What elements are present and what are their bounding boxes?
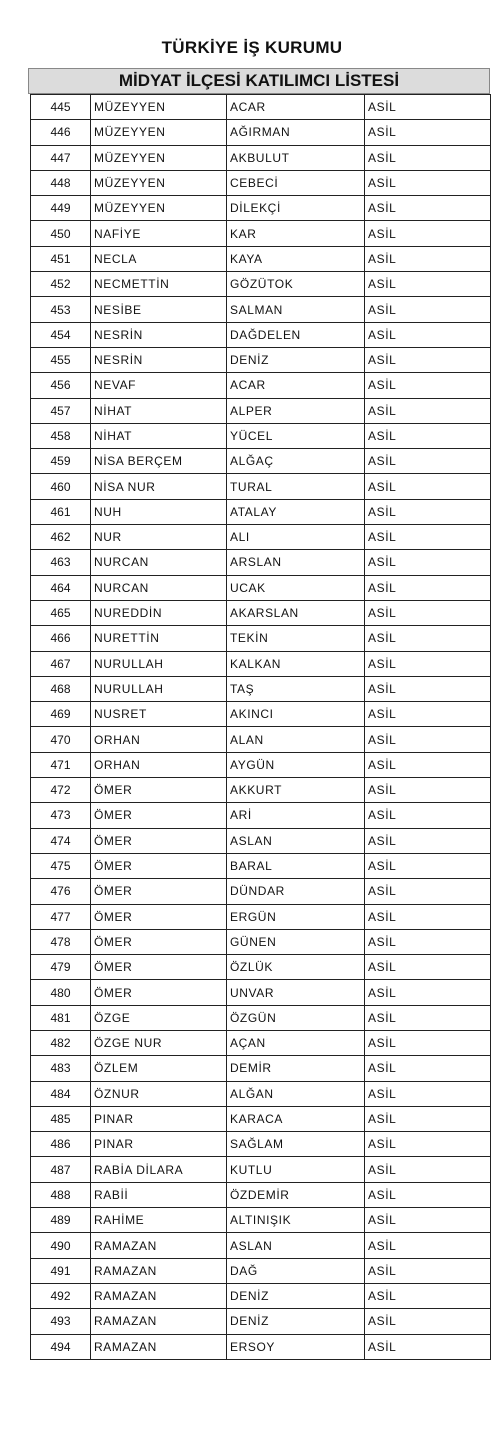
last-name-cell: ASLAN <box>227 828 365 853</box>
status-cell: ASİL <box>365 828 491 853</box>
table-row <box>31 676 491 701</box>
first-name-cell: NESİBE <box>91 297 227 322</box>
last-name-cell: ACAR <box>227 95 365 120</box>
first-name-cell: RAMAZAN <box>91 1309 227 1334</box>
table-row <box>31 980 491 1005</box>
status-cell: ASİL <box>365 1182 491 1207</box>
table-row <box>31 1056 491 1081</box>
table-row <box>31 1182 491 1207</box>
status-cell: ASİL <box>365 322 491 347</box>
status-cell: ASİL <box>365 297 491 322</box>
table-row <box>31 752 491 777</box>
status-cell: ASİL <box>365 929 491 954</box>
table-row <box>31 1081 491 1106</box>
first-name-cell: ÖZLEM <box>91 1056 227 1081</box>
status-cell: ASİL <box>365 221 491 246</box>
first-name-cell: RAMAZAN <box>91 1233 227 1258</box>
row-number: 484 <box>31 1081 91 1106</box>
table-row <box>31 828 491 853</box>
status-cell: ASİL <box>365 423 491 448</box>
row-number: 494 <box>31 1334 91 1359</box>
first-name-cell: PINAR <box>91 1106 227 1131</box>
first-name-cell: NESRİN <box>91 322 227 347</box>
table-row <box>31 879 491 904</box>
row-number: 468 <box>31 676 91 701</box>
row-number: 472 <box>31 778 91 803</box>
table-row <box>31 702 491 727</box>
last-name-cell: AYGÜN <box>227 752 365 777</box>
first-name-cell: ÖMER <box>91 803 227 828</box>
status-cell: ASİL <box>365 145 491 170</box>
table-row <box>31 1132 491 1157</box>
row-number: 454 <box>31 322 91 347</box>
table-row <box>31 1283 491 1308</box>
last-name-cell: BARAL <box>227 853 365 878</box>
table-row <box>31 955 491 980</box>
first-name-cell: NURULLAH <box>91 651 227 676</box>
first-name-cell: RAMAZAN <box>91 1334 227 1359</box>
status-cell: ASİL <box>365 904 491 929</box>
status-cell: ASİL <box>365 1334 491 1359</box>
status-cell: ASİL <box>365 1056 491 1081</box>
last-name-cell: ASLAN <box>227 1233 365 1258</box>
last-name-cell: AĞIRMAN <box>227 120 365 145</box>
last-name-cell: ERSOY <box>227 1334 365 1359</box>
row-number: 458 <box>31 423 91 448</box>
row-number: 488 <box>31 1182 91 1207</box>
first-name-cell: NUREDDİN <box>91 600 227 625</box>
status-cell: ASİL <box>365 727 491 752</box>
table-row <box>31 95 491 120</box>
status-cell: ASİL <box>365 1309 491 1334</box>
row-number: 462 <box>31 525 91 550</box>
last-name-cell: KUTLU <box>227 1157 365 1182</box>
table-row <box>31 600 491 625</box>
first-name-cell: ÖMER <box>91 828 227 853</box>
row-number: 448 <box>31 170 91 195</box>
status-cell: ASİL <box>365 676 491 701</box>
first-name-cell: NURULLAH <box>91 676 227 701</box>
row-number: 478 <box>31 929 91 954</box>
row-number: 451 <box>31 246 91 271</box>
last-name-cell: UNVAR <box>227 980 365 1005</box>
first-name-cell: NİSA NUR <box>91 474 227 499</box>
status-cell: ASİL <box>365 778 491 803</box>
participant-table-body <box>31 95 491 1360</box>
first-name-cell: NUSRET <box>91 702 227 727</box>
first-name-cell: ÖMER <box>91 853 227 878</box>
status-cell: ASİL <box>365 95 491 120</box>
row-number: 466 <box>31 626 91 651</box>
table-row <box>31 423 491 448</box>
table-row <box>31 778 491 803</box>
first-name-cell: ÖZGE NUR <box>91 1030 227 1055</box>
first-name-cell: ÖMER <box>91 904 227 929</box>
status-cell: ASİL <box>365 499 491 524</box>
first-name-cell: NURCAN <box>91 575 227 600</box>
first-name-cell: RABİİ <box>91 1182 227 1207</box>
table-row <box>31 651 491 676</box>
row-number: 469 <box>31 702 91 727</box>
first-name-cell: NUH <box>91 499 227 524</box>
status-cell: ASİL <box>365 1157 491 1182</box>
status-cell: ASİL <box>365 1233 491 1258</box>
status-cell: ASİL <box>365 1208 491 1233</box>
last-name-cell: ALTINIŞIK <box>227 1208 365 1233</box>
row-number: 492 <box>31 1283 91 1308</box>
first-name-cell: RAMAZAN <box>91 1258 227 1283</box>
row-number: 449 <box>31 196 91 221</box>
table-row <box>31 449 491 474</box>
table-row <box>31 727 491 752</box>
first-name-cell: MÜZEYYEN <box>91 145 227 170</box>
row-number: 481 <box>31 1005 91 1030</box>
status-cell: ASİL <box>365 980 491 1005</box>
table-row <box>31 525 491 550</box>
first-name-cell: ÖMER <box>91 879 227 904</box>
row-number: 477 <box>31 904 91 929</box>
table-row <box>31 1334 491 1359</box>
first-name-cell: NAFİYE <box>91 221 227 246</box>
table-row <box>31 145 491 170</box>
row-number: 473 <box>31 803 91 828</box>
row-number: 452 <box>31 272 91 297</box>
row-number: 474 <box>31 828 91 853</box>
first-name-cell: RAMAZAN <box>91 1283 227 1308</box>
row-number: 490 <box>31 1233 91 1258</box>
status-cell: ASİL <box>365 803 491 828</box>
last-name-cell: GÖZÜTOK <box>227 272 365 297</box>
table-row <box>31 499 491 524</box>
first-name-cell: MÜZEYYEN <box>91 120 227 145</box>
first-name-cell: ORHAN <box>91 727 227 752</box>
first-name-cell: NURETTİN <box>91 626 227 651</box>
last-name-cell: DAĞ <box>227 1258 365 1283</box>
row-number: 445 <box>31 95 91 120</box>
first-name-cell: MÜZEYYEN <box>91 196 227 221</box>
row-number: 485 <box>31 1106 91 1131</box>
last-name-cell: ÖZGÜN <box>227 1005 365 1030</box>
first-name-cell: RABİA DİLARA <box>91 1157 227 1182</box>
row-number: 491 <box>31 1258 91 1283</box>
row-number: 493 <box>31 1309 91 1334</box>
table-row <box>31 272 491 297</box>
last-name-cell: AKKURT <box>227 778 365 803</box>
table-row <box>31 1106 491 1131</box>
status-cell: ASİL <box>365 626 491 651</box>
last-name-cell: DAĞDELEN <box>227 322 365 347</box>
row-number: 461 <box>31 499 91 524</box>
table-row <box>31 398 491 423</box>
row-number: 475 <box>31 853 91 878</box>
status-cell: ASİL <box>365 651 491 676</box>
last-name-cell: ATALAY <box>227 499 365 524</box>
row-number: 457 <box>31 398 91 423</box>
last-name-cell: ÖZDEMİR <box>227 1182 365 1207</box>
row-number: 482 <box>31 1030 91 1055</box>
status-cell: ASİL <box>365 246 491 271</box>
last-name-cell: YÜCEL <box>227 423 365 448</box>
table-row <box>31 246 491 271</box>
last-name-cell: ALAN <box>227 727 365 752</box>
first-name-cell: ÖZGE <box>91 1005 227 1030</box>
first-name-cell: PINAR <box>91 1132 227 1157</box>
status-cell: ASİL <box>365 1258 491 1283</box>
first-name-cell: NESRİN <box>91 347 227 372</box>
table-row <box>31 626 491 651</box>
last-name-cell: DEMİR <box>227 1056 365 1081</box>
last-name-cell: DENİZ <box>227 1283 365 1308</box>
table-row <box>31 853 491 878</box>
row-number: 456 <box>31 373 91 398</box>
last-name-cell: AKARSLAN <box>227 600 365 625</box>
row-number: 455 <box>31 347 91 372</box>
first-name-cell: MÜZEYYEN <box>91 170 227 195</box>
status-cell: ASİL <box>365 120 491 145</box>
status-cell: ASİL <box>365 347 491 372</box>
row-number: 476 <box>31 879 91 904</box>
status-cell: ASİL <box>365 1132 491 1157</box>
last-name-cell: ACAR <box>227 373 365 398</box>
first-name-cell: ÖZNUR <box>91 1081 227 1106</box>
last-name-cell: ERGÜN <box>227 904 365 929</box>
last-name-cell: TEKİN <box>227 626 365 651</box>
last-name-cell: GÜNEN <box>227 929 365 954</box>
table-row <box>31 373 491 398</box>
last-name-cell: AKINCI <box>227 702 365 727</box>
first-name-cell: NURCAN <box>91 550 227 575</box>
table-row <box>31 1258 491 1283</box>
status-cell: ASİL <box>365 1005 491 1030</box>
last-name-cell: DİLEKÇİ <box>227 196 365 221</box>
list-title: MİDYAT İLÇESİ KATILIMCI LİSTESİ <box>28 68 490 94</box>
status-cell: ASİL <box>365 474 491 499</box>
status-cell: ASİL <box>365 525 491 550</box>
first-name-cell: MÜZEYYEN <box>91 95 227 120</box>
row-number: 459 <box>31 449 91 474</box>
table-row <box>31 929 491 954</box>
last-name-cell: AÇAN <box>227 1030 365 1055</box>
first-name-cell: ÖMER <box>91 778 227 803</box>
row-number: 446 <box>31 120 91 145</box>
table-row <box>31 550 491 575</box>
status-cell: ASİL <box>365 752 491 777</box>
last-name-cell: KALKAN <box>227 651 365 676</box>
table-row <box>31 297 491 322</box>
status-cell: ASİL <box>365 1106 491 1131</box>
last-name-cell: CEBECİ <box>227 170 365 195</box>
row-number: 470 <box>31 727 91 752</box>
status-cell: ASİL <box>365 550 491 575</box>
row-number: 453 <box>31 297 91 322</box>
table-row <box>31 1005 491 1030</box>
status-cell: ASİL <box>365 373 491 398</box>
status-cell: ASİL <box>365 1283 491 1308</box>
last-name-cell: DENİZ <box>227 347 365 372</box>
row-number: 471 <box>31 752 91 777</box>
table-row <box>31 1233 491 1258</box>
row-number: 489 <box>31 1208 91 1233</box>
last-name-cell: AKBULUT <box>227 145 365 170</box>
row-number: 479 <box>31 955 91 980</box>
first-name-cell: NUR <box>91 525 227 550</box>
first-name-cell: ÖMER <box>91 929 227 954</box>
last-name-cell: TAŞ <box>227 676 365 701</box>
status-cell: ASİL <box>365 600 491 625</box>
first-name-cell: ÖMER <box>91 980 227 1005</box>
last-name-cell: DENİZ <box>227 1309 365 1334</box>
last-name-cell: ALĞAN <box>227 1081 365 1106</box>
table-row <box>31 120 491 145</box>
status-cell: ASİL <box>365 1081 491 1106</box>
last-name-cell: KARACA <box>227 1106 365 1131</box>
status-cell: ASİL <box>365 449 491 474</box>
table-row <box>31 322 491 347</box>
table-row <box>31 347 491 372</box>
last-name-cell: ARİ <box>227 803 365 828</box>
row-number: 463 <box>31 550 91 575</box>
status-cell: ASİL <box>365 853 491 878</box>
table-row <box>31 904 491 929</box>
last-name-cell: ALPER <box>227 398 365 423</box>
last-name-cell: KAYA <box>227 246 365 271</box>
row-number: 480 <box>31 980 91 1005</box>
last-name-cell: TURAL <box>227 474 365 499</box>
last-name-cell: SAĞLAM <box>227 1132 365 1157</box>
row-number: 483 <box>31 1056 91 1081</box>
first-name-cell: NEVAF <box>91 373 227 398</box>
status-cell: ASİL <box>365 170 491 195</box>
status-cell: ASİL <box>365 879 491 904</box>
last-name-cell: KAR <box>227 221 365 246</box>
last-name-cell: ÖZLÜK <box>227 955 365 980</box>
row-number: 460 <box>31 474 91 499</box>
table-row <box>31 575 491 600</box>
row-number: 487 <box>31 1157 91 1182</box>
status-cell: ASİL <box>365 955 491 980</box>
organization-title: TÜRKİYE İŞ KURUMU <box>161 38 343 57</box>
row-number: 447 <box>31 145 91 170</box>
status-cell: ASİL <box>365 272 491 297</box>
status-cell: ASİL <box>365 398 491 423</box>
participant-table <box>30 94 491 1360</box>
row-number: 465 <box>31 600 91 625</box>
table-row <box>31 803 491 828</box>
last-name-cell: UCAK <box>227 575 365 600</box>
status-cell: ASİL <box>365 575 491 600</box>
table-row <box>31 196 491 221</box>
first-name-cell: ORHAN <box>91 752 227 777</box>
first-name-cell: NİSA BERÇEM <box>91 449 227 474</box>
table-row <box>31 221 491 246</box>
first-name-cell: NECMETTİN <box>91 272 227 297</box>
last-name-cell: SALMAN <box>227 297 365 322</box>
first-name-cell: RAHİME <box>91 1208 227 1233</box>
first-name-cell: NECLA <box>91 246 227 271</box>
table-row <box>31 1030 491 1055</box>
table-row <box>31 1208 491 1233</box>
last-name-cell: ALI <box>227 525 365 550</box>
row-number: 486 <box>31 1132 91 1157</box>
table-row <box>31 474 491 499</box>
last-name-cell: DÜNDAR <box>227 879 365 904</box>
table-row <box>31 170 491 195</box>
row-number: 467 <box>31 651 91 676</box>
status-cell: ASİL <box>365 1030 491 1055</box>
last-name-cell: ALĞAÇ <box>227 449 365 474</box>
first-name-cell: ÖMER <box>91 955 227 980</box>
status-cell: ASİL <box>365 196 491 221</box>
row-number: 450 <box>31 221 91 246</box>
table-row <box>31 1309 491 1334</box>
first-name-cell: NİHAT <box>91 423 227 448</box>
last-name-cell: ARSLAN <box>227 550 365 575</box>
status-cell: ASİL <box>365 702 491 727</box>
first-name-cell: NİHAT <box>91 398 227 423</box>
row-number: 464 <box>31 575 91 600</box>
table-row <box>31 1157 491 1182</box>
